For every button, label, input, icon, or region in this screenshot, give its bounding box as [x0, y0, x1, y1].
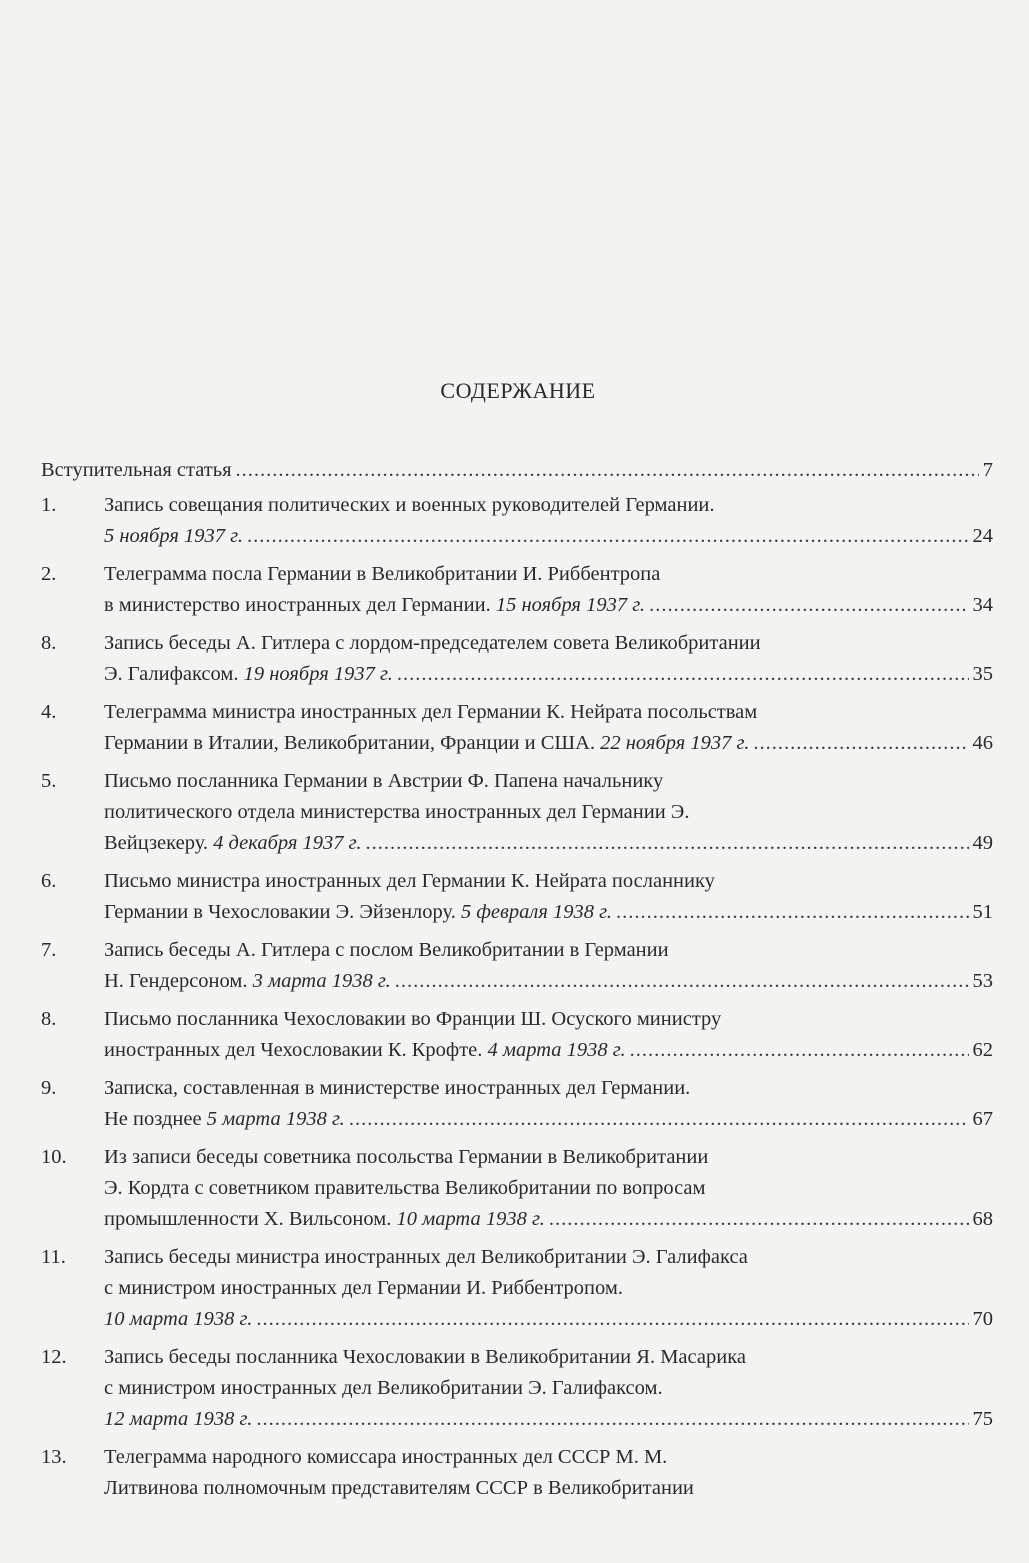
- leader-dots: [549, 1204, 969, 1235]
- entry-title-tail: в министерство иностранных дел Германии.: [104, 594, 491, 616]
- table-of-contents: [41, 455, 993, 1511]
- entry-date: 10 марта 1938 г.: [396, 1208, 545, 1230]
- entry-title-tail: иностранных дел Чехословакии К. Крофте.: [104, 1039, 483, 1061]
- page-number: 62: [972, 1039, 993, 1061]
- entry-last-line: [104, 1304, 993, 1335]
- entry-body: [104, 490, 993, 552]
- entry-title-line: Запись беседы А. Гитлера с лордом-председателем совета Великобритании: [104, 632, 761, 654]
- toc-entry: [41, 697, 993, 759]
- entry-title-line: Литвинова полномочным представителям СССР в Великобритании: [104, 1477, 694, 1499]
- entry-date: 5 ноября 1937 г.: [104, 525, 243, 547]
- entry-number: 10.: [41, 1146, 67, 1168]
- entry-number: 5.: [41, 770, 57, 792]
- page-number: 68: [972, 1208, 993, 1230]
- page-number: 51: [972, 901, 993, 923]
- toc-entry: [41, 490, 993, 552]
- toc-entry: [41, 1442, 993, 1504]
- toc-entry: [41, 1342, 993, 1435]
- page-number: 49: [972, 832, 993, 854]
- leader-dots: [395, 966, 969, 997]
- entry-date: 15 ноября 1937 г.: [495, 594, 646, 616]
- intro-title: Вступительная статья: [41, 459, 232, 481]
- toc-intro-entry: [41, 455, 993, 486]
- entry-last-line: [104, 590, 993, 621]
- toc-entry: [41, 1142, 993, 1235]
- leader-dots: [630, 1035, 969, 1066]
- entry-last-line: [104, 728, 993, 759]
- entry-body: [104, 697, 993, 759]
- entry-number: 2.: [41, 563, 57, 585]
- entry-number: 9.: [41, 1077, 57, 1099]
- entry-body: [104, 1004, 993, 1066]
- entry-title-tail: Германии в Чехословакии Э. Эйзенлору.: [104, 901, 456, 923]
- entry-body: [104, 866, 993, 928]
- leader-dots: [616, 897, 969, 928]
- leader-dots: [247, 521, 969, 552]
- entry-title-line: с министром иностранных дел Германии И. Риббентропом.: [104, 1277, 623, 1299]
- toc-entry: [41, 559, 993, 621]
- page-number: 24: [972, 525, 993, 547]
- entry-date: 19 ноября 1937 г.: [243, 663, 393, 685]
- entry-title-tail: Вейцзекеру.: [104, 832, 209, 854]
- entry-number: 8.: [41, 632, 57, 654]
- entry-title-tail: промышленности Х. Вильсоном.: [104, 1208, 392, 1230]
- entry-title-line: Э. Кордта с советником правительства Великобритании по вопросам: [104, 1177, 706, 1199]
- page-number: 35: [972, 663, 993, 685]
- entry-title-line: Письмо посланника Чехословакии во Франции Ш. Осуского министру: [104, 1008, 722, 1030]
- entry-title-tail: Э. Галифаксом.: [104, 663, 239, 685]
- entry-date: 10 марта 1938 г.: [104, 1308, 253, 1330]
- entry-title-line: Письмо посланника Германии в Австрии Ф. Папена начальнику: [104, 770, 664, 792]
- entry-title-line: Записка, составленная в министерстве иностранных дел Германии.: [104, 1077, 691, 1099]
- entry-body: [104, 628, 993, 690]
- entry-title-line: политического отдела министерства иностранных дел Германии Э.: [104, 801, 690, 823]
- entry-body: [104, 1342, 993, 1435]
- entry-last-line: [104, 1104, 993, 1135]
- leader-dots: [397, 659, 969, 690]
- page-title: СОДЕРЖАНИЕ: [440, 378, 596, 403]
- toc-entry: [41, 628, 993, 690]
- entry-title-tail: Германии в Италии, Великобритании, Франции и США.: [104, 732, 596, 754]
- toc-entry: [41, 1073, 993, 1135]
- entry-last-line: [104, 1035, 993, 1066]
- entry-body: [104, 1442, 993, 1504]
- leader-dots: [256, 1404, 968, 1435]
- page-number: 70: [972, 1308, 993, 1330]
- entry-body: [104, 1073, 993, 1135]
- entry-title-line: Телеграмма посла Германии в Великобритании И. Риббентропа: [104, 563, 661, 585]
- entry-number: 11.: [41, 1246, 66, 1268]
- entry-title-line: Письмо министра иностранных дел Германии К. Нейрата посланнику: [104, 870, 715, 892]
- entry-date: 12 марта 1938 г.: [104, 1408, 253, 1430]
- leader-dots: [649, 590, 968, 621]
- entry-title-line: с министром иностранных дел Великобритании Э. Галифаксом.: [104, 1377, 663, 1399]
- page-number: 53: [972, 970, 993, 992]
- entry-number: 6.: [41, 870, 57, 892]
- entry-title-line: Телеграмма министра иностранных дел Германии К. Нейрата посольствам: [104, 701, 758, 723]
- entry-last-line: [104, 521, 993, 552]
- toc-entries: [41, 490, 993, 1504]
- entry-last-line: [104, 966, 993, 997]
- entry-body: [104, 935, 993, 997]
- page-number: 67: [972, 1108, 993, 1130]
- entry-date: 5 февраля 1938 г.: [460, 901, 612, 923]
- entry-date: 22 ноября 1937 г.: [600, 732, 750, 754]
- entry-number: 1.: [41, 494, 57, 516]
- toc-entry: [41, 935, 993, 997]
- entry-title-line: Из записи беседы советника посольства Германии в Великобритании: [104, 1146, 709, 1168]
- entry-last-line: [104, 897, 993, 928]
- entry-date: 4 марта 1938 г.: [487, 1039, 626, 1061]
- toc-entry: [41, 866, 993, 928]
- entry-date: 3 марта 1938 г.: [252, 970, 391, 992]
- leader-dots: [349, 1104, 969, 1135]
- entry-title-line: Телеграмма народного комиссара иностранных дел СССР М. М.: [104, 1446, 668, 1468]
- entry-body: [104, 766, 993, 859]
- entry-title-line: Запись беседы посланника Чехословакии в Великобритании Я. Масарика: [104, 1346, 746, 1368]
- entry-title-line: Запись беседы министра иностранных дел Великобритании Э. Галифакса: [104, 1246, 748, 1268]
- entry-title-line: Запись совещания политических и военных руководителей Германии.: [104, 494, 715, 516]
- entry-last-line: [104, 659, 993, 690]
- leader-dots: [256, 1304, 968, 1335]
- page-number: 7: [982, 459, 993, 481]
- entry-number: 7.: [41, 939, 57, 961]
- entry-title-tail: Не позднее: [104, 1108, 202, 1130]
- toc-entry: [41, 766, 993, 859]
- entry-date: 4 декабря 1937 г.: [213, 832, 362, 854]
- page-number: 34: [972, 594, 993, 616]
- entry-title-line: Запись беседы А. Гитлера с послом Великобритании в Германии: [104, 939, 669, 961]
- entry-body: [104, 1142, 993, 1235]
- leader-dots: [753, 728, 968, 759]
- entry-number: 4.: [41, 701, 57, 723]
- entry-title-tail: Н. Гендерсоном.: [104, 970, 248, 992]
- leader-dots: [366, 828, 969, 859]
- entry-body: [104, 1242, 993, 1335]
- toc-entry: [41, 1004, 993, 1066]
- toc-entry: [41, 1242, 993, 1335]
- entry-last-line: [104, 828, 993, 859]
- page-number: 46: [972, 732, 993, 754]
- entry-body: [104, 559, 993, 621]
- entry-last-line: [104, 1404, 993, 1435]
- leader-dots: [236, 455, 979, 486]
- entry-date: 5 марта 1938 г.: [206, 1108, 345, 1130]
- entry-number: 8.: [41, 1008, 57, 1030]
- entry-number: 12.: [41, 1346, 67, 1368]
- entry-number: 13.: [41, 1446, 67, 1468]
- entry-last-line: [104, 1204, 993, 1235]
- page-number: 75: [972, 1408, 993, 1430]
